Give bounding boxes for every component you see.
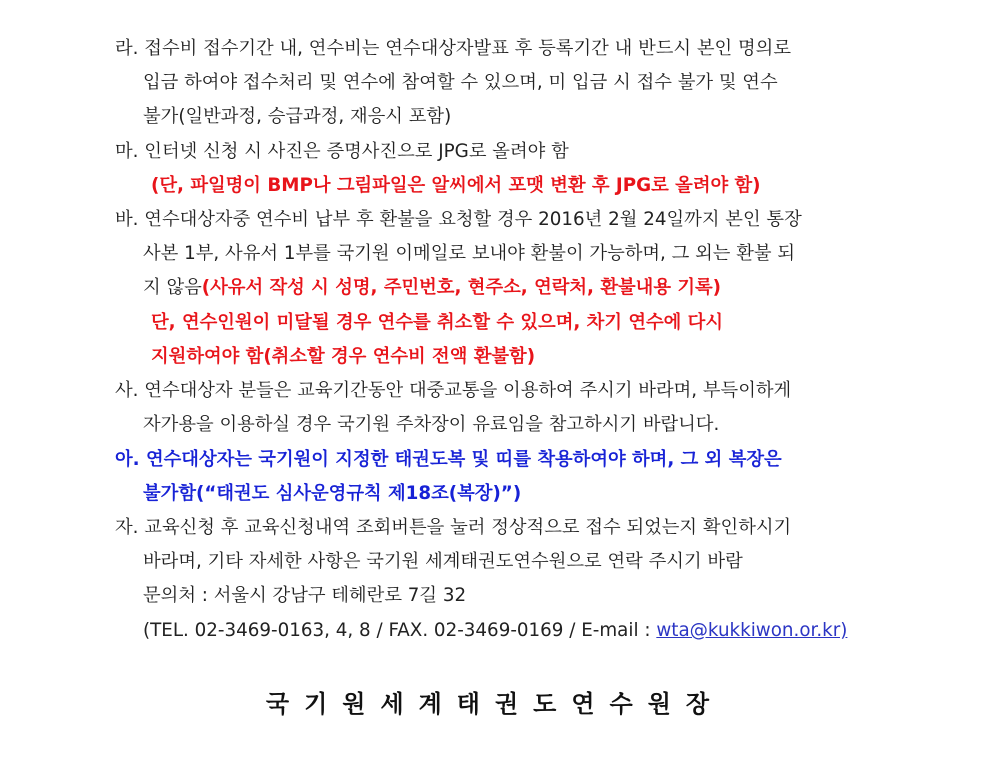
item-ma-line1: 마. 인터넷 신청 시 사진은 증명사진으로 JPG로 올려야 함 bbox=[115, 141, 569, 162]
signature-title: 국기원세계태권도연수원장 bbox=[265, 690, 725, 718]
item-ba-note2: 지원하여야 함(취소할 경우 연수비 전액 환불함) bbox=[151, 346, 536, 367]
email-link[interactable]: wta@kukkiwon.or.kr) bbox=[656, 620, 848, 641]
item-ja-address: 문의처 : 서울시 강남구 테헤란로 7길 32 bbox=[143, 585, 467, 606]
item-ra-line1: 라. 접수비 접수기간 내, 연수비는 연수대상자발표 후 등록기간 내 반드시 본인 명의로 bbox=[115, 38, 791, 59]
item-ba-note1: 단, 연수인원이 미달될 경우 연수를 취소할 수 있으며, 차기 연수에 다시 bbox=[151, 312, 724, 333]
item-ba-line3-red: (사유서 작성 시 성명, 주민번호, 현주소, 연락처, 환불내용 기록) bbox=[201, 277, 722, 298]
item-ja-line2: 바라며, 기타 자세한 사항은 국기원 세계태권도연수원으로 연락 주시기 바람 bbox=[143, 551, 743, 572]
contact-phone-fax: (TEL. 02-3469-0163, 4, 8 / FAX. 02-3469-0169 / E-mail : bbox=[143, 620, 657, 641]
item-ra-line3: 불가(일반과정, 승급과정, 재응시 포함) bbox=[143, 106, 452, 127]
item-ba-line1: 바. 연수대상자중 연수비 납부 후 환불을 요청할 경우 2016년 2월 24일까지 본인 통장 bbox=[115, 209, 802, 230]
item-ja-contact bbox=[143, 618, 847, 644]
item-sa-line1: 사. 연수대상자 분들은 교육기간동안 대중교통을 이용하여 주시기 바라며, 부득이하게 bbox=[115, 380, 792, 401]
item-sa-line2: 자가용을 이용하실 경우 국기원 주차장이 유료임을 참고하시기 바랍니다. bbox=[143, 414, 720, 435]
item-ja-line1: 자. 교육신청 후 교육신청내역 조회버튼을 눌러 정상적으로 접수 되었는지 확인하시기 bbox=[115, 517, 792, 538]
item-ra-line2: 입금 하여야 접수처리 및 연수에 참여할 수 있으며, 미 입금 시 접수 불가 및 연수 bbox=[143, 72, 778, 93]
item-ba-line3-plain: 지 않음 bbox=[143, 277, 202, 298]
item-a-line2: 불가함(“태권도 심사운영규칙 제18조(복장)”) bbox=[143, 483, 522, 504]
item-ba-line2: 사본 1부, 사유서 1부를 국기원 이메일로 보내야 환불이 가능하며, 그 외는 환불 되 bbox=[143, 243, 796, 264]
item-a-line1: 아. 연수대상자는 국기원이 지정한 태권도복 및 띠를 착용하여야 하며, 그 외 복장은 bbox=[115, 449, 782, 470]
item-ma-note: (단, 파일명이 BMP나 그림파일은 알씨에서 포맷 변환 후 JPG로 올려야 함) bbox=[151, 175, 761, 196]
item-ba-line3 bbox=[143, 275, 721, 301]
